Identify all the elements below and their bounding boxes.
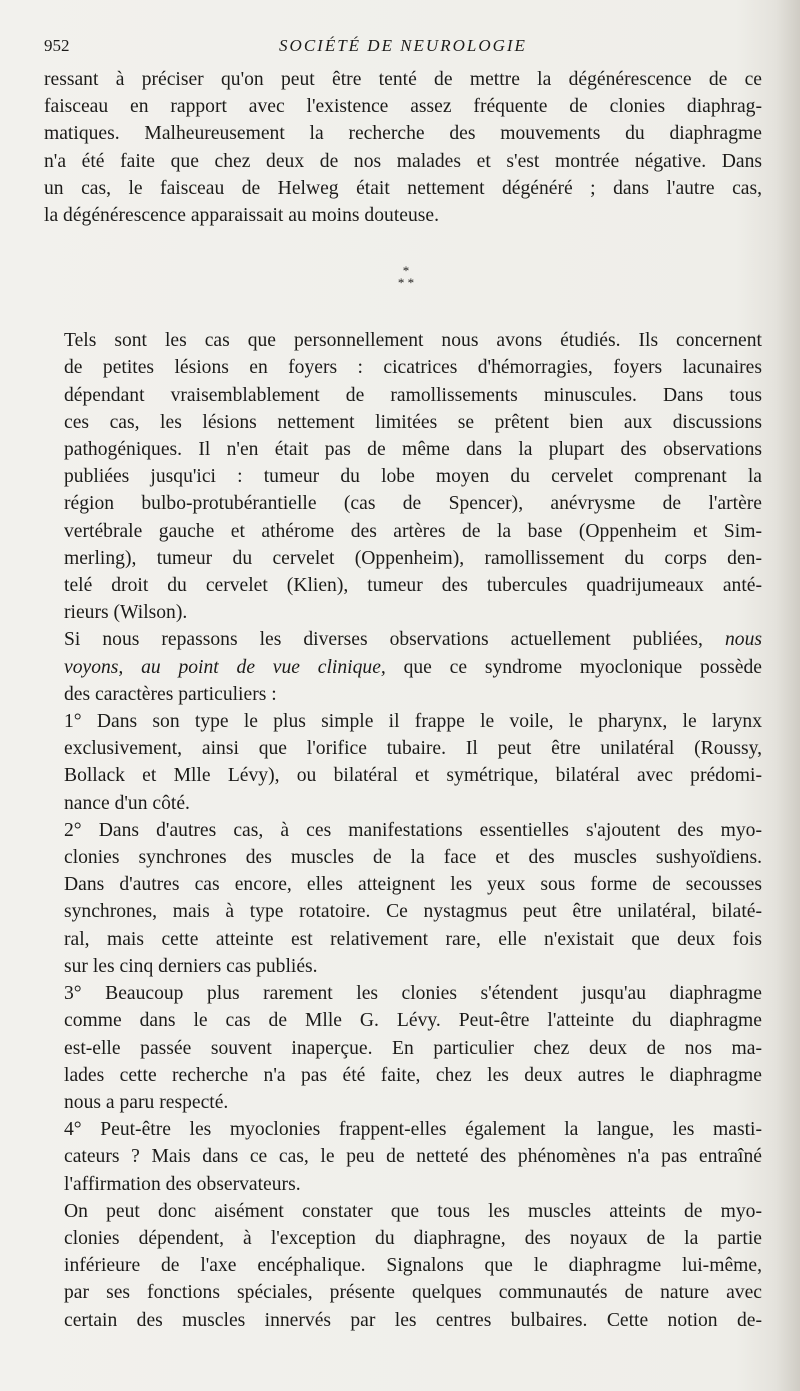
section-separator [44, 229, 762, 327]
text-line: comme dans le cas de Mlle G. Lévy. Peut-être l'atteinte du diaphragme [64, 1010, 762, 1032]
text-line: inférieure de l'axe encéphalique. Signalons que le diaphragme lui-même, [64, 1255, 762, 1277]
text-line: un cas, le faisceau de Helweg était nettement dégénéré ; dans l'autre cas, [44, 177, 762, 199]
text-line: des caractères particuliers : [64, 683, 277, 705]
text-line: 4° Peut-être les myoclonies frappent-elles également la langue, les masti- [64, 1119, 762, 1141]
separator-stars: * * [397, 275, 415, 291]
text-line: ressant à préciser qu'on peut être tenté de mettre la dégénérescence de ce [44, 69, 762, 90]
text-line: la dégénérescence apparaissait au moins douteuse. [44, 205, 439, 227]
text-line: 3° Beaucoup plus rarement les clonies s'étendent jusqu'au diaphragme [64, 983, 762, 1005]
page-number: 952 [44, 36, 70, 55]
text-line: cateurs ? Mais dans ce cas, le peu de netteté des phénomènes n'a pas entraîné [64, 1146, 762, 1168]
text-line: clonies dépendent, à l'exception du diaphragne, des noyaux de la partie [64, 1227, 762, 1249]
running-title: SOCIÉTÉ DE NEUROLOGIE [279, 36, 527, 55]
text-line: certain des muscles innervés par les centres bulbaires. Cette notion de- [64, 1309, 762, 1331]
text-line: 1° Dans son type le plus simple il frappe le voile, le pharynx, le larynx [64, 711, 762, 733]
text-line: est-elle passée souvent inaperçue. En particulier chez deux de nos ma- [64, 1037, 762, 1059]
paragraph-5 [44, 817, 762, 980]
text-line: ces cas, les lésions nettement limitées se prêtent bien aux discussions [64, 411, 762, 433]
paragraph-7 [44, 1116, 762, 1198]
paragraph-8 [44, 1198, 762, 1334]
text-line: de petites lésions en foyers : cicatrices d'hémorragies, foyers lacunaires [64, 357, 762, 379]
italic-text: nous [724, 629, 762, 651]
text-line: pathogéniques. Il n'en était pas de même dans la plupart des observations [64, 439, 762, 461]
text-line: ral, mais cette atteinte est relativement rare, elle n'existait que deux fois [64, 928, 762, 950]
text-line: Bollack et Mlle Lévy), ou bilatéral et symétrique, bilatéral avec prédomi- [64, 765, 762, 787]
paragraph-4 [44, 708, 762, 817]
text-line: telé droit du cervelet (Klien), tumeur des tubercules quadrijumeaux anté- [64, 575, 762, 597]
text-line: On peut donc aisément constater que tous les muscles atteints de myo- [64, 1200, 762, 1222]
paragraph-6 [44, 980, 762, 1116]
text-line: par ses fonctions spéciales, présente quelques communautés de nature avec [64, 1282, 762, 1304]
text-line: région bulbo-protubérantielle (cas de Spencer), anévrysme de l'artère [64, 493, 762, 515]
text-line: matiques. Malheureusement la recherche des mouvements du diaphragme [44, 123, 762, 145]
text-line: lades cette recherche n'a pas été faite, chez les deux autres le diaphragme [64, 1064, 762, 1086]
text-line: clonies synchrones des muscles de la face et des muscles sushyoïdiens. [64, 847, 762, 869]
page-header [44, 36, 762, 64]
text-line: merling), tumeur du cervelet (Oppenheim), ramollissement du corps den- [64, 547, 762, 569]
text-segment: Si nous repassons les diverses observations actuellement publiées, [64, 629, 725, 651]
body-text [44, 66, 762, 1334]
text-line: nance d'un côté. [64, 792, 190, 814]
separator-star: * [402, 263, 410, 279]
text-line: nous a paru respecté. [64, 1091, 229, 1113]
text-line: voyons, au point de vue clinique, que ce syndrome myoclonique possède [64, 656, 762, 678]
text-line: Dans d'autres cas encore, elles atteignent les yeux sous forme de secousses [64, 874, 762, 896]
text-line: Tels sont les cas que personnellement nous avons étudiés. Ils concernent [64, 330, 762, 352]
text-line: vertébrale gauche et athérome des artères de la base (Oppenheim et Sim- [64, 520, 762, 542]
text-line: exclusivement, ainsi que l'orifice tubaire. Il peut être unilatéral (Roussy, [64, 738, 762, 760]
text-line: n'a été faite que chez deux de nos malades et s'est montrée négative. Dans [44, 150, 762, 172]
text-line: faisceau en rapport avec l'existence assez fréquente de clonies diaphrag- [44, 96, 762, 118]
text-line: sur les cinq derniers cas publiés. [64, 955, 318, 977]
text-line: 2° Dans d'autres cas, à ces manifestations essentielles s'ajoutent des myo- [64, 819, 762, 841]
italic-text: voyons, au point de vue clinique, [64, 656, 386, 678]
paragraph-1 [44, 66, 762, 229]
text-line [44, 626, 762, 653]
text-line: publiées jusqu'ici : tumeur du lobe moyen du cervelet comprenant la [64, 466, 762, 488]
paragraph-2 [44, 327, 762, 626]
text-line: dépendant vraisemblablement de ramollissements minuscules. Dans tous [64, 384, 762, 406]
text-line: synchrones, mais à type rotatoire. Ce nystagmus peut être unilatéral, bilaté- [64, 901, 762, 923]
paragraph-3 [44, 626, 762, 708]
text-line: rieurs (Wilson). [64, 602, 188, 624]
text-line: l'affirmation des observateurs. [64, 1173, 301, 1195]
